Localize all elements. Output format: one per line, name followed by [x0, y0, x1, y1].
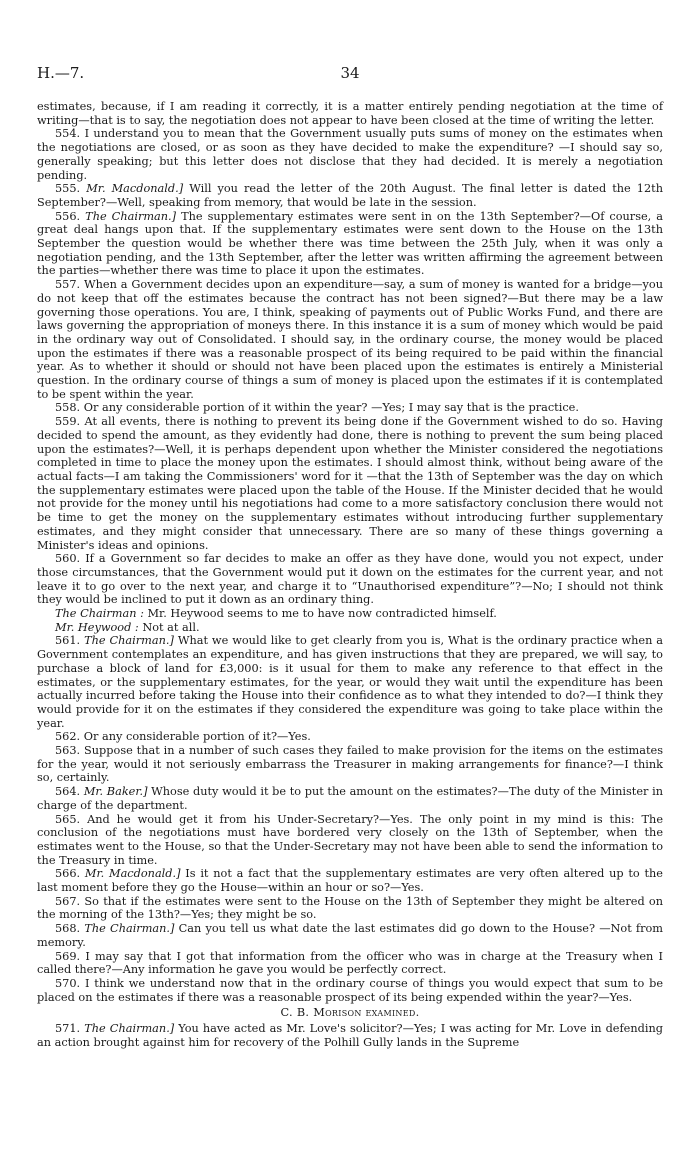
paragraph-number: 563. [55, 744, 81, 758]
evidence-paragraph [37, 922, 663, 949]
paragraph-number: 564. [55, 785, 81, 799]
paragraph-text: I may say that I got that information from the officer who was in charge at the Treasury when I called there?—Any information he gave you would be perfectly correct. [37, 949, 663, 977]
evidence-paragraph [37, 813, 663, 868]
paragraph-text: The supplementary estimates were sent in on the 13th September?—Of course, a great deal hangs upon that. If the supplementary estimates were sent down to the House on the 13th September the question would be whether there was time between the 25th July, when it was only a negotiation pending, and the 13th September, after the letter was written affirming the agreement between the parties—whether there was time to place it upon the estimates. [37, 209, 664, 278]
paragraph-text: At all events, there is nothing to prevent its being done if the Government wished to do so. Having decided to spend the amount, as they evidently had done, there is nothing to prevent the sum being placed upon the estimates?—Well, it is perhaps dependent upon whether the Minister considered the negotiations completed in time to place the money upon the estimates. I should almost think, without being aware of the actual facts—I am taking the Commissioners' word for it —that the 13th of September was the day on which the supplementary estimates were placed upon the table of the House. If the Minister decided that he would not provide for the money until his negotiations had come to a more satisfactory conclusion there would not be time to get the money on the supplementary estimates without introducing further supplementary estimates, and they might consider that unnecessary. There are so many of these things governing a Minister's ideas and opinions. [37, 415, 664, 552]
evidence-paragraph [37, 127, 663, 182]
paragraph-speaker: Mr. Baker.] [83, 785, 148, 799]
document-reference: H.—7. [37, 64, 85, 82]
paragraph-text: Whose duty would it be to put the amount on the estimates?—The duty of the Minister in charge of the department. [37, 785, 663, 812]
evidence-paragraph [37, 278, 663, 401]
paragraph-number: 557. [55, 278, 81, 292]
paragraph-text: When a Government decides upon an expenditure—say, a sum of money is wanted for a bridge—you do not keep that off the estimates because the contract has not been signed?—But there may be a law governing those operations. You are, I think, speaking of payments out of Public Works Fund, and there are laws governing the appropriation of moneys there. In this instance it is a sum of money which would be paid in the ordinary way out of Consolidated. I should say, in the ordinary course, the money would be placed upon the estimates if there was a reasonable prospect of its being required to be paid within the financial year. As to whether it should or should not have been placed upon the estimates is entirely a Ministerial question. In the ordinary course of things a sum of money is placed upon the estimates if it is contemplated to be spent within the year. [37, 278, 663, 401]
paragraph-text: I think we understand now that in the ordinary course of things you would expect that sum to be placed on the estimates if there was a reasonable prospect of its being expended within the year?—Yes. [37, 977, 663, 1004]
paragraph-text: Will you read the letter of the 20th August. The final letter is dated the 12th September?—Well, speaking from memory, that would be late in the session. [37, 182, 663, 209]
paragraph-text: What we would like to get clearly from you is, What is the ordinary practice when a Government contemplates an expenditure, and has given instructions that they are prepared, we will say, to purchase a block of land for £3,000: is it usual for them to make any reference to that effect in the estimates, or the supplementary estimates, for the year, or would they wait until the expenditure has been actually incurred before taking the House into their confidence as to what they intended to do?—I think they would provide for it on the estimates if they considered the expenditure was going to take place within the year. [37, 634, 664, 730]
paragraph-number: 570. [55, 977, 81, 990]
evidence-paragraph [37, 730, 663, 744]
paragraph-text: So that if the estimates were sent to the House on the 13th of September they might be altered on the morning of the 13th?—Yes; they might be so. [37, 894, 664, 922]
paragraph-text: And he would get it from his Under-Secretary?—Yes. The only point in my mind is this: The conclusion of the negotiations must have bordered very closely on the 13th of September, when the estimates went to the House, so that the Under-Secretary may not have been able to send the information to the Treasury in time. [37, 812, 664, 867]
paragraph-number: 559. [55, 415, 81, 429]
paragraph-text: If a Government so far decides to make an offer as they have done, would you not expect, under those circumstances, that the Government would put it down on the estimates for the current year, and not leave it to go over to the next year, and charge it to “Unauthorised expenditure”?—No; I should not think they would be inclined to put it down as an ordinary thing. [37, 552, 664, 607]
paragraph-number: 562. [55, 730, 81, 744]
paragraph-speaker: The Chairman.] [84, 634, 174, 648]
paragraph-speaker: The Chairman.] [84, 922, 175, 936]
paragraph-number: 560. [55, 552, 81, 566]
evidence-paragraph [37, 100, 663, 127]
paragraph-number: 567. [55, 894, 81, 908]
paragraph-text: estimates, because, if I am reading it correctly, it is a matter entirely pending negotiation at the time of writing—that is to say, the negotiation does not appear to have been closed at the time of writing the letter. [37, 100, 663, 127]
paragraph-speaker: The Chairman : [55, 607, 144, 621]
evidence-paragraph [37, 607, 663, 621]
paragraph-number: 554. [55, 127, 81, 141]
paragraph-number: 555. [55, 182, 81, 196]
paragraph-number: 571. [55, 1022, 81, 1036]
paragraph-text: Can you tell us what date the last estimates did go down to the House? —Not from memory. [37, 922, 664, 949]
paragraph-speaker: Mr. Macdonald.] [84, 867, 181, 881]
closing-paragraph [37, 1022, 663, 1049]
paragraph-speaker: Mr. Heywood : [55, 620, 139, 634]
paragraph-number: 568. [55, 922, 81, 936]
evidence-paragraph [37, 552, 663, 607]
evidence-body [37, 100, 663, 1050]
evidence-paragraph [37, 621, 663, 635]
evidence-paragraph [37, 415, 663, 552]
paragraph-number: 558. [55, 401, 81, 415]
evidence-paragraph [37, 895, 663, 922]
paragraph-number: 556. [55, 209, 81, 223]
evidence-paragraph [37, 785, 663, 812]
evidence-paragraph [37, 867, 663, 894]
paragraph-text: You have acted as Mr. Love's solicitor?—Yes; I was acting for Mr. Love in defending an action brought against him for recovery of the Polhill Gully lands in the Supreme [37, 1022, 663, 1049]
section-heading: C. B. Morison examined. [280, 1006, 420, 1020]
paragraph-speaker: The Chairman.] [84, 1022, 175, 1036]
paragraph-number: 569. [55, 949, 81, 963]
paragraph-text: Or any considerable portion of it within the year? —Yes; I may say that is the practice. [83, 401, 579, 415]
evidence-paragraph [37, 950, 663, 977]
evidence-paragraph [37, 977, 663, 1004]
paragraph-speaker: The Chairman.] [85, 209, 177, 223]
paragraph-text: Mr. Heywood seems to me to have now contradicted himself. [147, 607, 497, 621]
paragraph-speaker: Mr. Macdonald.] [86, 182, 184, 196]
evidence-paragraph [37, 634, 663, 730]
paragraph-list [37, 100, 663, 1004]
evidence-paragraph [37, 401, 663, 415]
paragraph-text: I understand you to mean that the Government usually puts sums of money on the estimates when the negotiations are closed, or as soon as they have decided to make the expenditure? —I should say so, generally speaking; but this letter does not disclose that they had decided. It is merely a negotiation pending. [37, 127, 663, 182]
evidence-paragraph [37, 182, 663, 209]
paragraph-number: 566. [55, 867, 81, 881]
evidence-paragraph [37, 744, 663, 785]
page-number: 34 [340, 64, 360, 82]
evidence-paragraph [37, 210, 663, 279]
paragraph-text: Or any considerable portion of it?—Yes. [83, 730, 311, 744]
paragraph-text: Is it not a fact that the supplementary estimates are very often altered up to the last moment before they go the House—within an hour or so?—Yes. [37, 867, 663, 895]
paragraph-text: Not at all. [142, 620, 200, 634]
paragraph-text: Suppose that in a number of such cases they failed to make provision for the items on the estimates for the year, would it not seriously embarrass the Treasurer in making arrangements for finance?—I think so, certainly. [37, 744, 663, 785]
paragraph-number: 565. [55, 812, 81, 826]
paragraph-number: 561. [55, 634, 81, 648]
